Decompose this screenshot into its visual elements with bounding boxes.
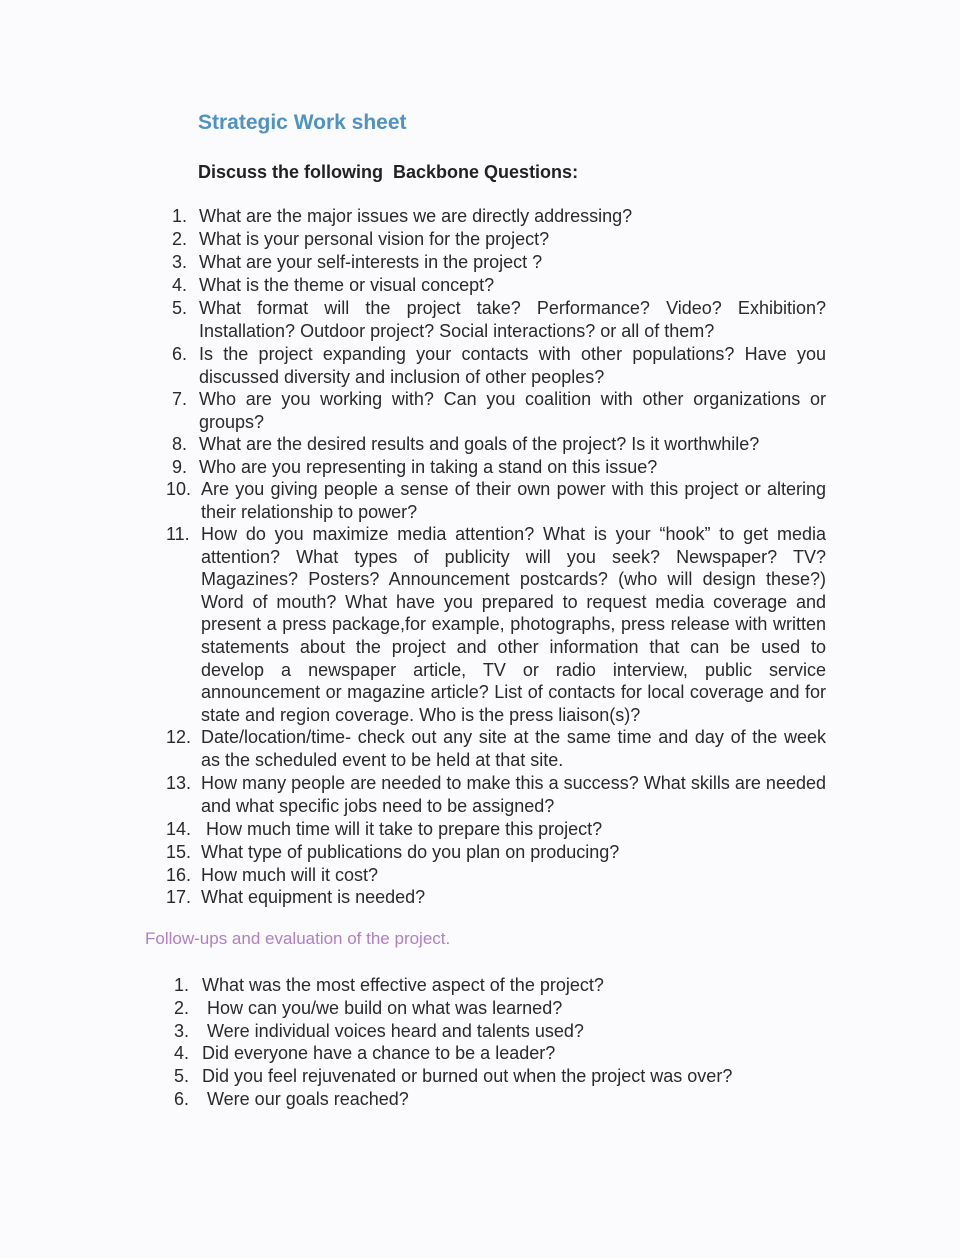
question-text: Did everyone have a chance to be a leader?	[202, 1043, 556, 1063]
question-number: 5.	[174, 1066, 190, 1086]
question-number: 11.	[166, 524, 190, 544]
question-number: 7.	[172, 389, 188, 409]
question-number: 3.	[174, 1021, 190, 1041]
question-number: 2.	[172, 229, 188, 249]
followup-heading: Follow-ups and evaluation of the project.	[145, 929, 451, 948]
question-text: Who are you representing in taking a stand on this issue?	[199, 457, 658, 477]
question-text: How much time will it take to prepare this project?	[206, 819, 603, 839]
question-number: 13.	[166, 773, 192, 793]
question-number: 1.	[172, 206, 188, 226]
question-number: 2.	[174, 998, 190, 1018]
question-text: How much will it cost?	[201, 865, 379, 885]
question-text: How can you/we build on what was learned?	[207, 998, 563, 1018]
question-text: What is your personal vision for the project?	[199, 229, 550, 249]
question-number: 5.	[172, 298, 188, 318]
question-text: Did you feel rejuvenated or burned out when the project was over?	[202, 1066, 733, 1086]
question-text: Were our goals reached?	[207, 1089, 409, 1109]
question-text: What type of publications do you plan on producing?	[201, 842, 620, 862]
question-text: What are your self-interests in the project ?	[199, 252, 543, 272]
question-number: 10.	[166, 479, 192, 499]
question-text: Were individual voices heard and talents used?	[207, 1021, 584, 1041]
question-text: Date/location/time- check out any site at the same time and day of the week as the scheduled event to be held at that site.	[201, 727, 826, 770]
question-number: 8.	[172, 434, 188, 454]
question-text: What equipment is needed?	[201, 887, 426, 907]
worksheet-title: Strategic Work sheet	[198, 111, 407, 134]
backbone-questions-heading: Discuss the following Backbone Questions:	[198, 162, 579, 182]
question-text: Who are you working with? Can you coalition with other organizations or groups?	[199, 389, 826, 432]
question-text: How many people are needed to make this a success? What skills are needed and what specific jobs need to be assigned?	[201, 773, 826, 816]
question-number: 1.	[174, 975, 190, 995]
question-number: 6.	[174, 1089, 190, 1109]
question-text: Is the project expanding your contacts with other populations? Have you discussed diversity and inclusion of other peoples?	[199, 344, 826, 387]
question-text: What are the desired results and goals of the project? Is it worthwhile?	[199, 434, 760, 454]
question-number: 4.	[174, 1043, 190, 1063]
question-number: 17.	[166, 887, 192, 907]
question-number: 3.	[172, 252, 188, 272]
question-number: 15.	[166, 842, 192, 862]
question-number: 9.	[172, 457, 188, 477]
question-text: What is the theme or visual concept?	[199, 275, 495, 295]
question-number: 4.	[172, 275, 188, 295]
question-text: What format will the project take? Performance? Video? Exhibition? Installation? Outdoor project? Social interactions? or all of them?	[199, 298, 826, 341]
question-number: 6.	[172, 344, 188, 364]
question-number: 12.	[166, 727, 192, 747]
question-text: Are you giving people a sense of their own power with this project or altering their relationship to power?	[201, 479, 826, 522]
question-number: 16.	[166, 865, 192, 885]
question-text: How do you maximize media attention? What is your “hook” to get media attention? What types of publicity will you seek? Newspaper? TV? Magazines? Posters? Announcement postcards? (who will design these?) Word of mouth? What have you prepared to request media coverage and present a press package,for example, photographs, press release with written statements about the project and other information that can be used to develop a newspaper article, TV or radio interview, public service announcement or magazine article? List of contacts for local coverage and for state and region coverage. Who is the press liaison(s)?	[201, 524, 826, 725]
question-text: What are the major issues we are directly addressing?	[199, 206, 633, 226]
question-number: 14.	[166, 819, 192, 839]
question-text: What was the most effective aspect of the project?	[202, 975, 604, 995]
